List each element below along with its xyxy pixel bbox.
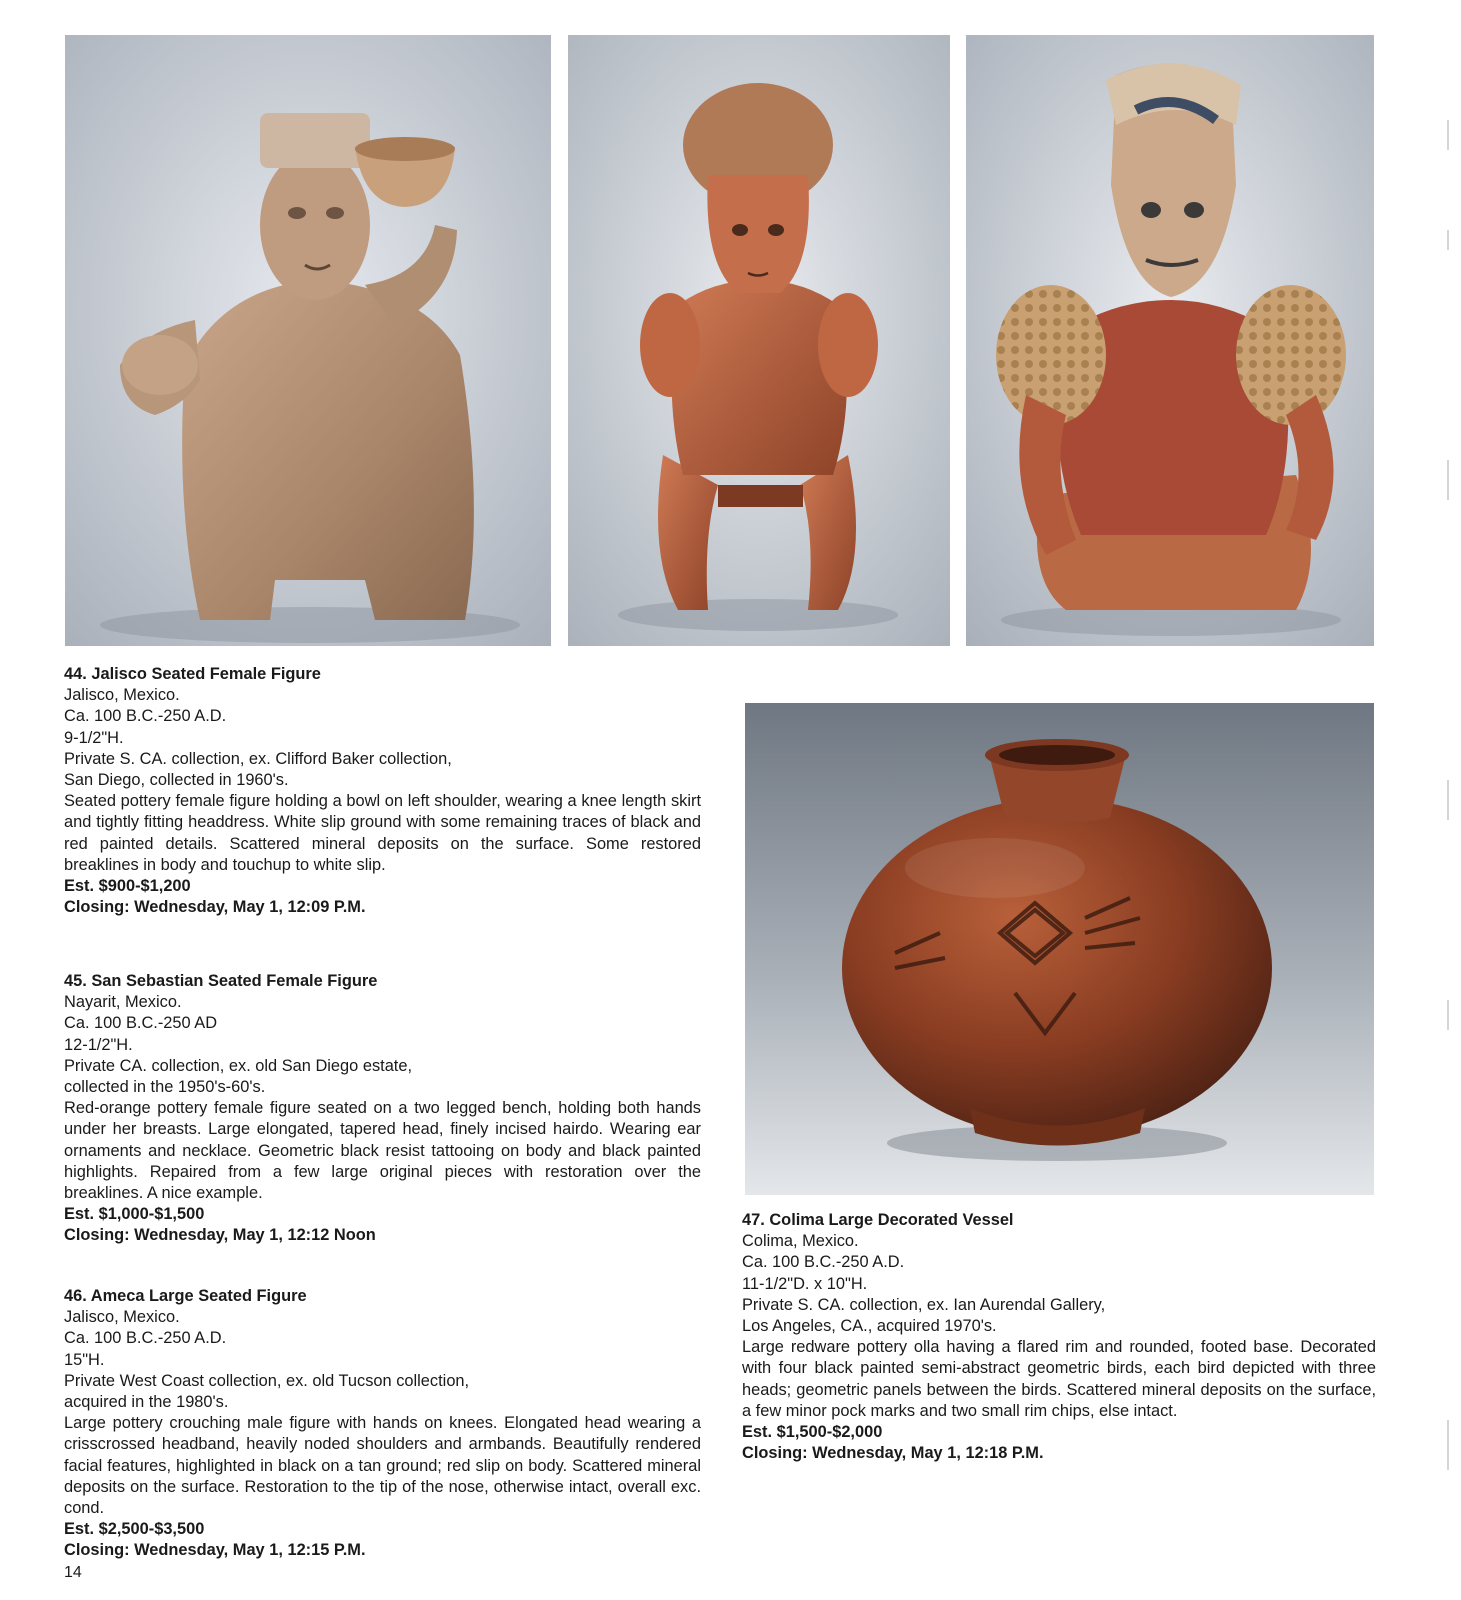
lot-date: Ca. 100 B.C.-250 AD: [64, 1014, 218, 1033]
lot-closing: Closing: Wednesday, May 1, 12:18 P.M.: [742, 1444, 1044, 1463]
lot-estimate: Est. $1,000-$1,500: [64, 1205, 205, 1224]
lot-date: Ca. 100 B.C.-250 A.D.: [64, 707, 227, 726]
lot-description: Large redware pottery olla having a flared rim and rounded, footed base. Decorated with four black painted semi-abstract geometric birds, each bird depicted with three heads; geometric panels between the birds. Scattered mineral deposits on the surface, a few minor pock marks and two small rim chips, else intact.: [742, 1338, 1376, 1420]
lot-title: 44. Jalisco Seated Female Figure: [64, 665, 321, 683]
lot-46-entry: [64, 1286, 701, 1562]
lot-47-entry: [742, 1210, 1376, 1464]
lot-closing: Closing: Wednesday, May 1, 12:15 P.M.: [64, 1541, 366, 1560]
lot-45-entry: [64, 971, 701, 1247]
page-number: 14: [64, 1564, 82, 1581]
lot-provenance-cont: collected in the 1950's-60's.: [64, 1078, 266, 1097]
lot-46-photo: [966, 35, 1374, 646]
lot-44-entry: [64, 664, 701, 918]
lot-origin: Jalisco, Mexico.: [64, 1308, 180, 1327]
lot-dimensions: 15"H.: [64, 1350, 105, 1369]
lot-description: Seated pottery female figure holding a bowl on left shoulder, wearing a knee length skirt and tightly fitting headdress. White slip ground with some remaining traces of black and red painted details. Scattered mineral deposits on the surface. Some restored breaklines in body and touchup to white slip.: [64, 792, 701, 874]
lot-provenance-cont: Los Angeles, CA., acquired 1970's.: [742, 1317, 997, 1336]
lot-description: Red-orange pottery female figure seated on a two legged bench, holding both hands under her breasts. Large elongated, tapered head, finely incised hairdo. Wearing ear ornaments and necklace. Geometric black resist tattooing on body and black painted highlights. Repaired from a few large original pieces with restoration over the breaklines. A nice example.: [64, 1099, 701, 1203]
lot-dimensions: 11-1/2"D. x 10"H.: [742, 1274, 868, 1293]
lot-dimensions: 12-1/2"H.: [64, 1035, 133, 1054]
lot-provenance-cont: San Diego, collected in 1960's.: [64, 771, 289, 790]
lot-dimensions: 9-1/2"H.: [64, 728, 124, 747]
lot-origin: Colima, Mexico.: [742, 1232, 859, 1251]
lot-origin: Jalisco, Mexico.: [64, 686, 180, 705]
lot-title: 47. Colima Large Decorated Vessel: [742, 1211, 1014, 1229]
lot-estimate: Est. $2,500-$3,500: [64, 1520, 205, 1539]
lot-provenance: Private CA. collection, ex. old San Diego estate,: [64, 1056, 413, 1075]
lot-closing: Closing: Wednesday, May 1, 12:12 Noon: [64, 1226, 376, 1245]
lot-provenance-cont: acquired in the 1980's.: [64, 1393, 229, 1412]
lot-estimate: Est. $900-$1,200: [64, 877, 191, 896]
lot-45-photo: [568, 35, 950, 646]
lot-44-photo: [65, 35, 551, 646]
lot-description: Large pottery crouching male figure with hands on knees. Elongated head wearing a crisscrossed headband, heavily noded shoulders and armbands. Beautifully rendered facial features, highlighted in black on a tan ground; red slip on body. Scattered mineral deposits on the surface. Restoration to the tip of the nose, otherwise intact, overall exc. cond.: [64, 1414, 701, 1518]
lot-date: Ca. 100 B.C.-250 A.D.: [64, 1329, 227, 1348]
lot-provenance: Private S. CA. collection, ex. Ian Aurendal Gallery,: [742, 1295, 1106, 1314]
lot-provenance: Private S. CA. collection, ex. Clifford Baker collection,: [64, 749, 452, 768]
scan-margin-marks: [1441, 0, 1455, 1600]
lot-estimate: Est. $1,500-$2,000: [742, 1423, 883, 1442]
lot-origin: Nayarit, Mexico.: [64, 993, 182, 1012]
lot-47-photo: [745, 703, 1374, 1195]
lot-closing: Closing: Wednesday, May 1, 12:09 P.M.: [64, 898, 366, 917]
lot-title: 45. San Sebastian Seated Female Figure: [64, 972, 378, 990]
lot-date: Ca. 100 B.C.-250 A.D.: [742, 1253, 905, 1272]
lot-title: 46. Ameca Large Seated Figure: [64, 1287, 307, 1305]
lot-provenance: Private West Coast collection, ex. old Tucson collection,: [64, 1371, 470, 1390]
